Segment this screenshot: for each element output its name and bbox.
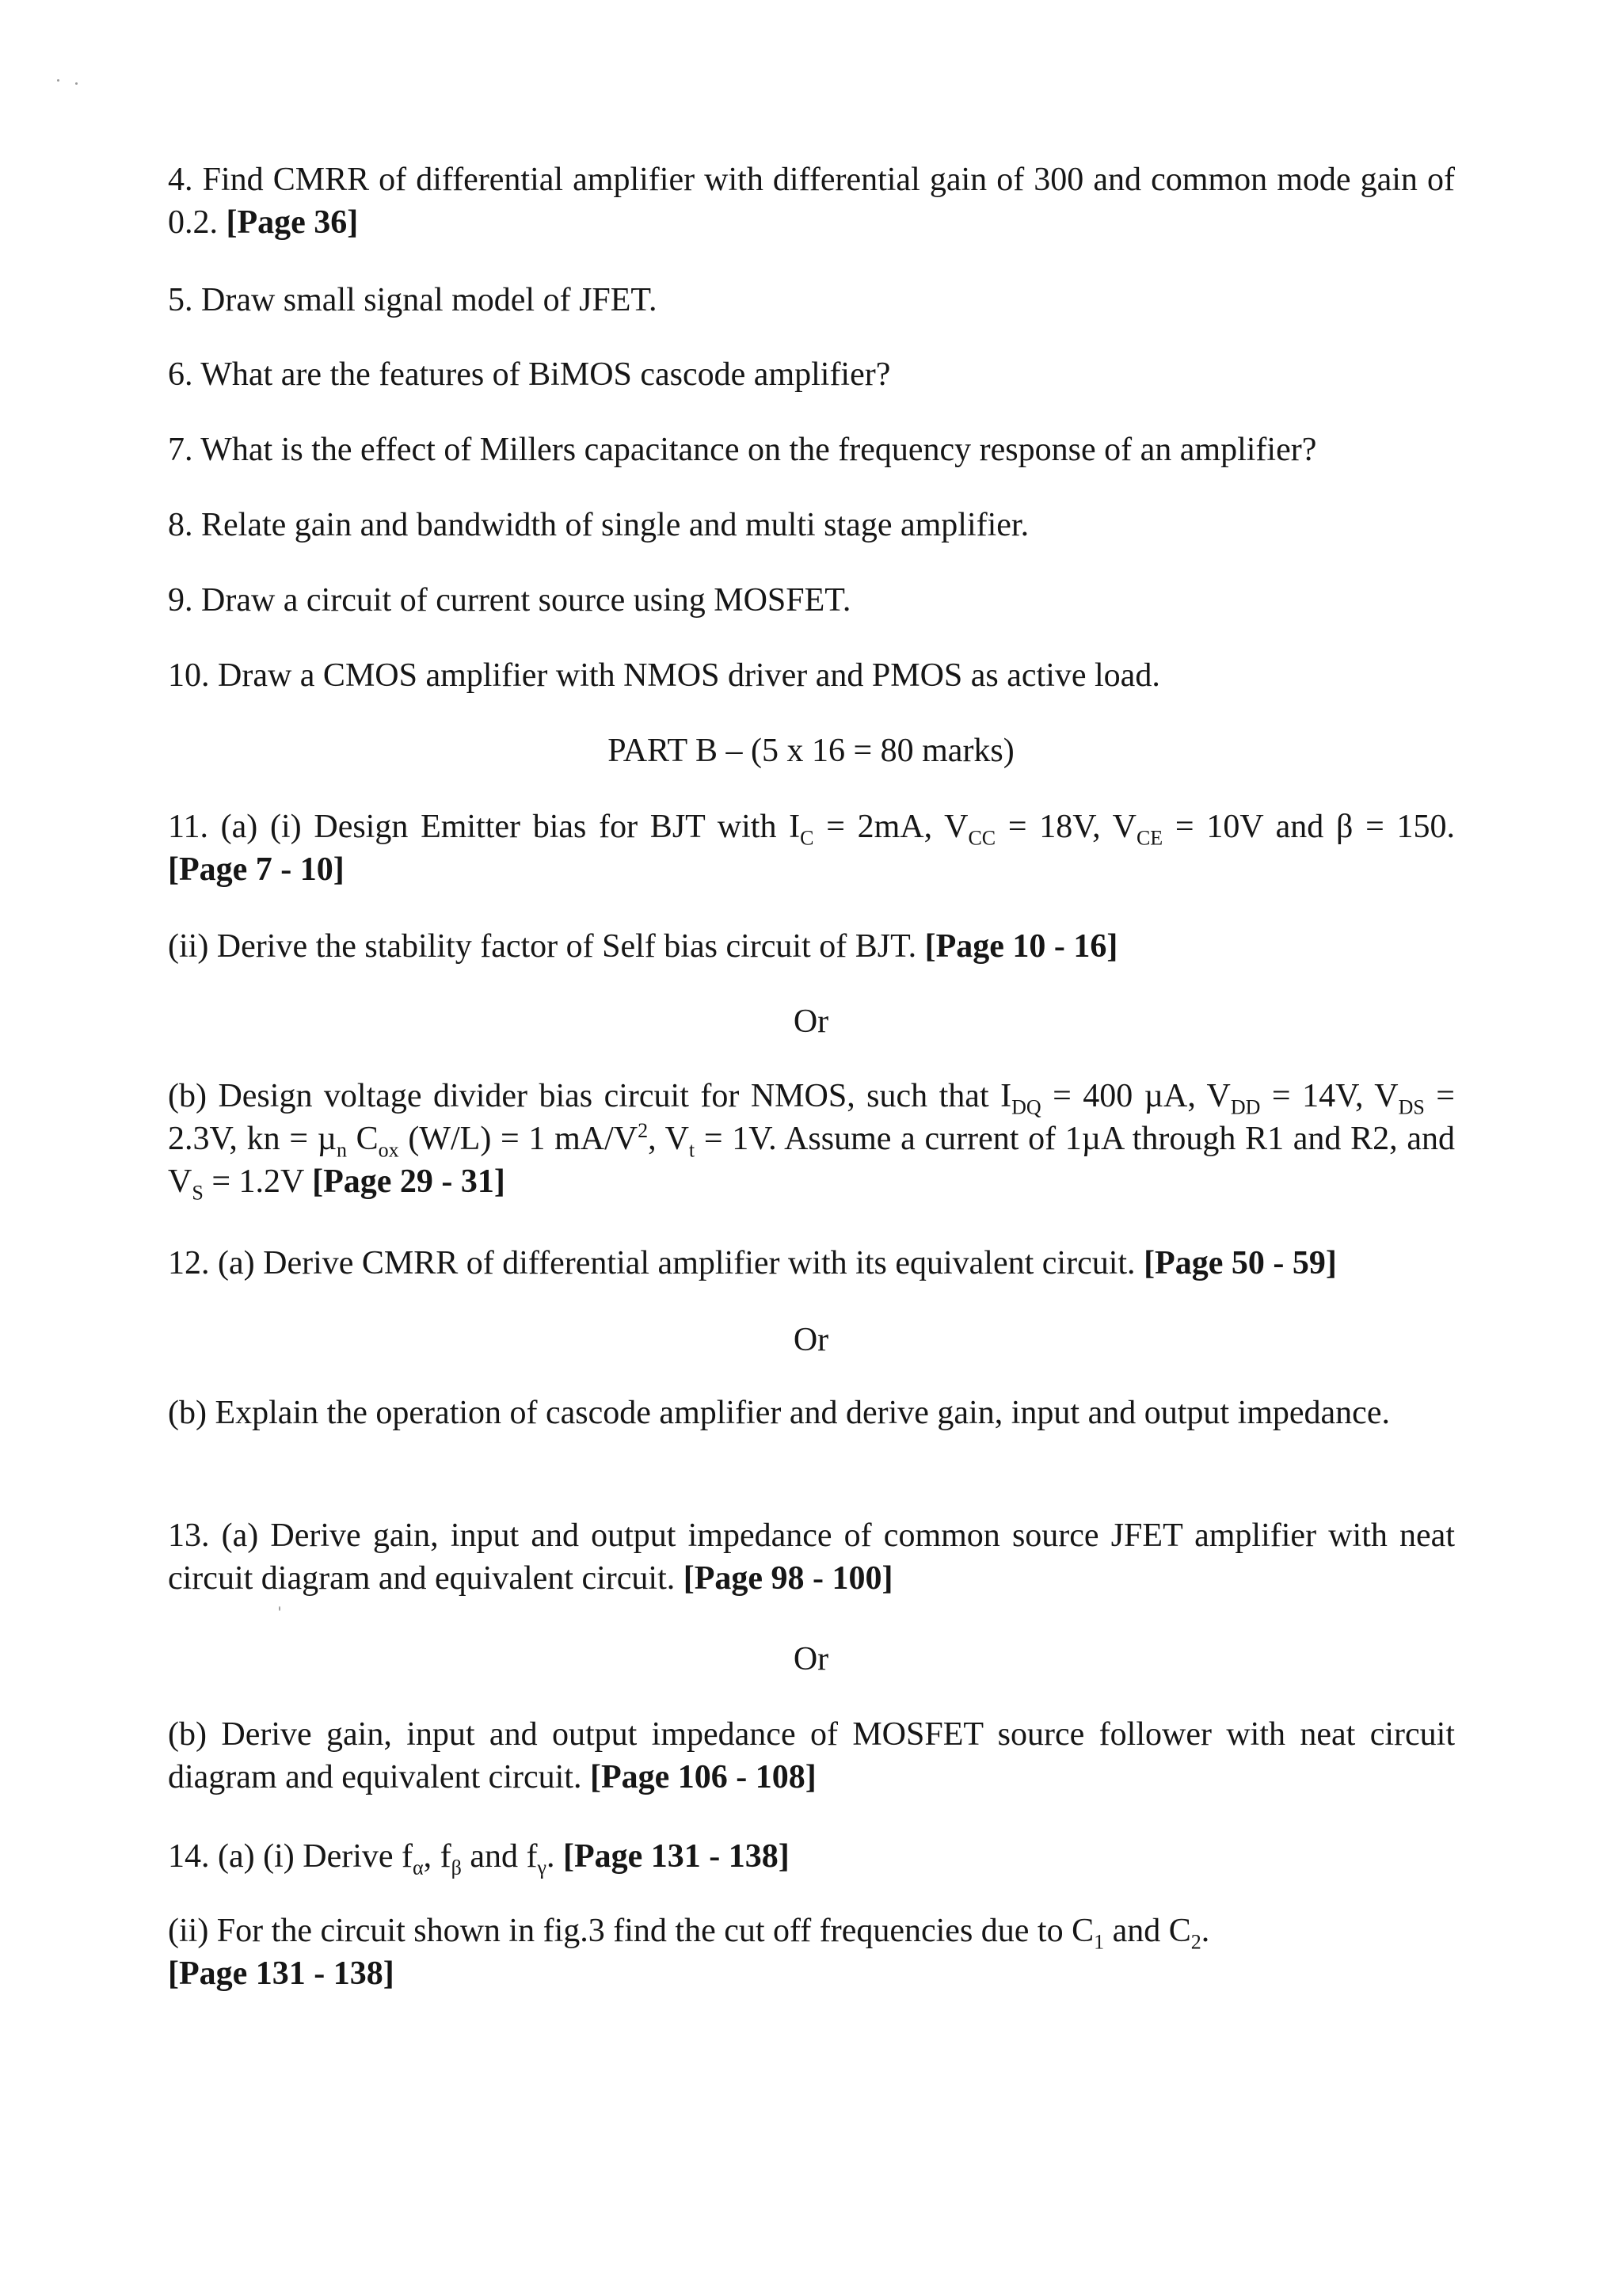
question-4-page-ref: [Page 36]: [226, 204, 359, 241]
or-separator-1: Or: [793, 1003, 829, 1040]
superscript-2: 2: [638, 1119, 649, 1142]
question-4: [168, 158, 1455, 244]
question-12a: [168, 1242, 1337, 1285]
part-b-heading: PART B – (5 x 16 = 80 marks): [607, 733, 1015, 769]
or-separator-2: Or: [793, 1322, 829, 1358]
subscript-c: C: [800, 826, 814, 850]
subscript-alpha: α: [413, 1856, 424, 1879]
subscript-2: 2: [1190, 1930, 1201, 1954]
question-10: 10. Draw a CMOS amplifier with NMOS driver and PMOS as active load.: [168, 657, 1160, 694]
subscript-ce: CE: [1136, 826, 1163, 850]
question-13b: [168, 1713, 1455, 1799]
question-13a-text: 13. (a) Derive gain, input and output impedance of common source JFET amplifier with neat circuit diagram and equivalent circuit.: [168, 1517, 1455, 1597]
question-11b-text-4: = 2.3V, kn = µ: [168, 1078, 1455, 1157]
subscript-1: 1: [1094, 1930, 1105, 1954]
question-14a-i-text-4: .: [546, 1838, 555, 1875]
question-4-text: 4. Find CMRR of differential amplifier with differential gain of 300 and common mode gain of 0.2.: [168, 162, 1455, 241]
question-14a-ii-text-3: .: [1201, 1913, 1210, 1949]
question-14a-i-page-ref: [Page 131 - 138]: [563, 1838, 790, 1875]
question-5: 5. Draw small signal model of JFET.: [168, 282, 657, 318]
question-14a-ii-page-ref-line: [168, 1952, 394, 1995]
question-11b: [168, 1075, 1455, 1203]
question-11b-text-8: = 1V. Assume a current of 1µA through R1 and R2, and V: [168, 1121, 1456, 1200]
subscript-t: t: [688, 1138, 695, 1162]
subscript-s: S: [192, 1181, 204, 1205]
question-11a-text-4: = 10V and β = 150.: [1163, 809, 1455, 845]
question-11a-text-2: = 2mA, V: [813, 809, 969, 845]
question-11a-ii-page-ref: [Page 10 - 16]: [924, 928, 1118, 965]
subscript-ds: DS: [1398, 1095, 1425, 1119]
or-separator-3: Or: [793, 1641, 829, 1677]
question-11b-page-ref: [Page 29 - 31]: [312, 1163, 505, 1200]
subscript-dq: DQ: [1011, 1095, 1041, 1119]
question-11a-ii: [168, 925, 1118, 968]
question-11b-text-6: (W/L) = 1 mA/V: [398, 1121, 638, 1157]
question-14a-i-text-1: 14. (a) (i) Derive f: [168, 1838, 413, 1875]
subscript-dd: DD: [1230, 1095, 1261, 1119]
question-11a-i: [168, 805, 1455, 891]
question-11b-text-1: (b) Design voltage divider bias circuit for NMOS, such that I: [168, 1078, 1012, 1114]
question-11a-page-ref: [Page 7 - 10]: [168, 851, 345, 888]
subscript-gamma: γ: [537, 1856, 547, 1879]
question-14a-i: [168, 1835, 790, 1878]
question-13b-page-ref: [Page 106 - 108]: [589, 1759, 817, 1795]
question-12a-page-ref: [Page 50 - 59]: [1144, 1245, 1337, 1281]
question-11b-text-7: , V: [648, 1121, 689, 1157]
question-11a-text-1: 11. (a) (i) Design Emitter bias for BJT with I: [168, 809, 801, 845]
question-14a-ii: [168, 1910, 1209, 1952]
question-13a-page-ref: [Page 98 - 100]: [683, 1560, 893, 1597]
scan-speck: [75, 82, 78, 85]
question-7: 7. What is the effect of Millers capacitance on the frequency response of an amplifier?: [168, 432, 1317, 468]
question-11b-text-9: = 1.2V: [203, 1163, 304, 1200]
question-13a: [168, 1514, 1455, 1600]
question-13b-text: (b) Derive gain, input and output impedance of MOSFET source follower with neat circuit diagram and equivalent circuit.: [168, 1716, 1455, 1795]
question-14a-ii-page-ref: [Page 131 - 138]: [168, 1955, 394, 1992]
scan-speck: [57, 79, 59, 82]
question-11b-text-2: = 400 µA, V: [1041, 1078, 1231, 1114]
question-14a-i-text-2: , f: [423, 1838, 451, 1875]
question-11a-text-3: = 18V, V: [996, 809, 1137, 845]
question-6: 6. What are the features of BiMOS cascode amplifier?: [168, 356, 891, 393]
question-11a-ii-text: (ii) Derive the stability factor of Self bias circuit of BJT.: [168, 928, 917, 965]
subscript-n: n: [336, 1138, 347, 1162]
question-11b-text-5: C: [346, 1121, 379, 1157]
scan-speck: [279, 1606, 280, 1611]
question-14a-ii-text-1: (ii) For the circuit shown in fig.3 find the cut off frequencies due to C: [168, 1913, 1095, 1949]
question-8: 8. Relate gain and bandwidth of single and multi stage amplifier.: [168, 507, 1030, 543]
question-14a-ii-text-2: and C: [1104, 1913, 1191, 1949]
question-12b: (b) Explain the operation of cascode amplifier and derive gain, input and output impedance.: [168, 1395, 1390, 1431]
subscript-ox: ox: [378, 1138, 399, 1162]
subscript-beta: β: [451, 1856, 462, 1879]
question-9: 9. Draw a circuit of current source using MOSFET.: [168, 582, 851, 619]
subscript-cc: CC: [968, 826, 996, 850]
question-14a-i-text-3: and f: [461, 1838, 538, 1875]
question-11b-text-3: = 14V, V: [1260, 1078, 1399, 1114]
question-12a-text: 12. (a) Derive CMRR of differential amplifier with its equivalent circuit.: [168, 1245, 1136, 1281]
